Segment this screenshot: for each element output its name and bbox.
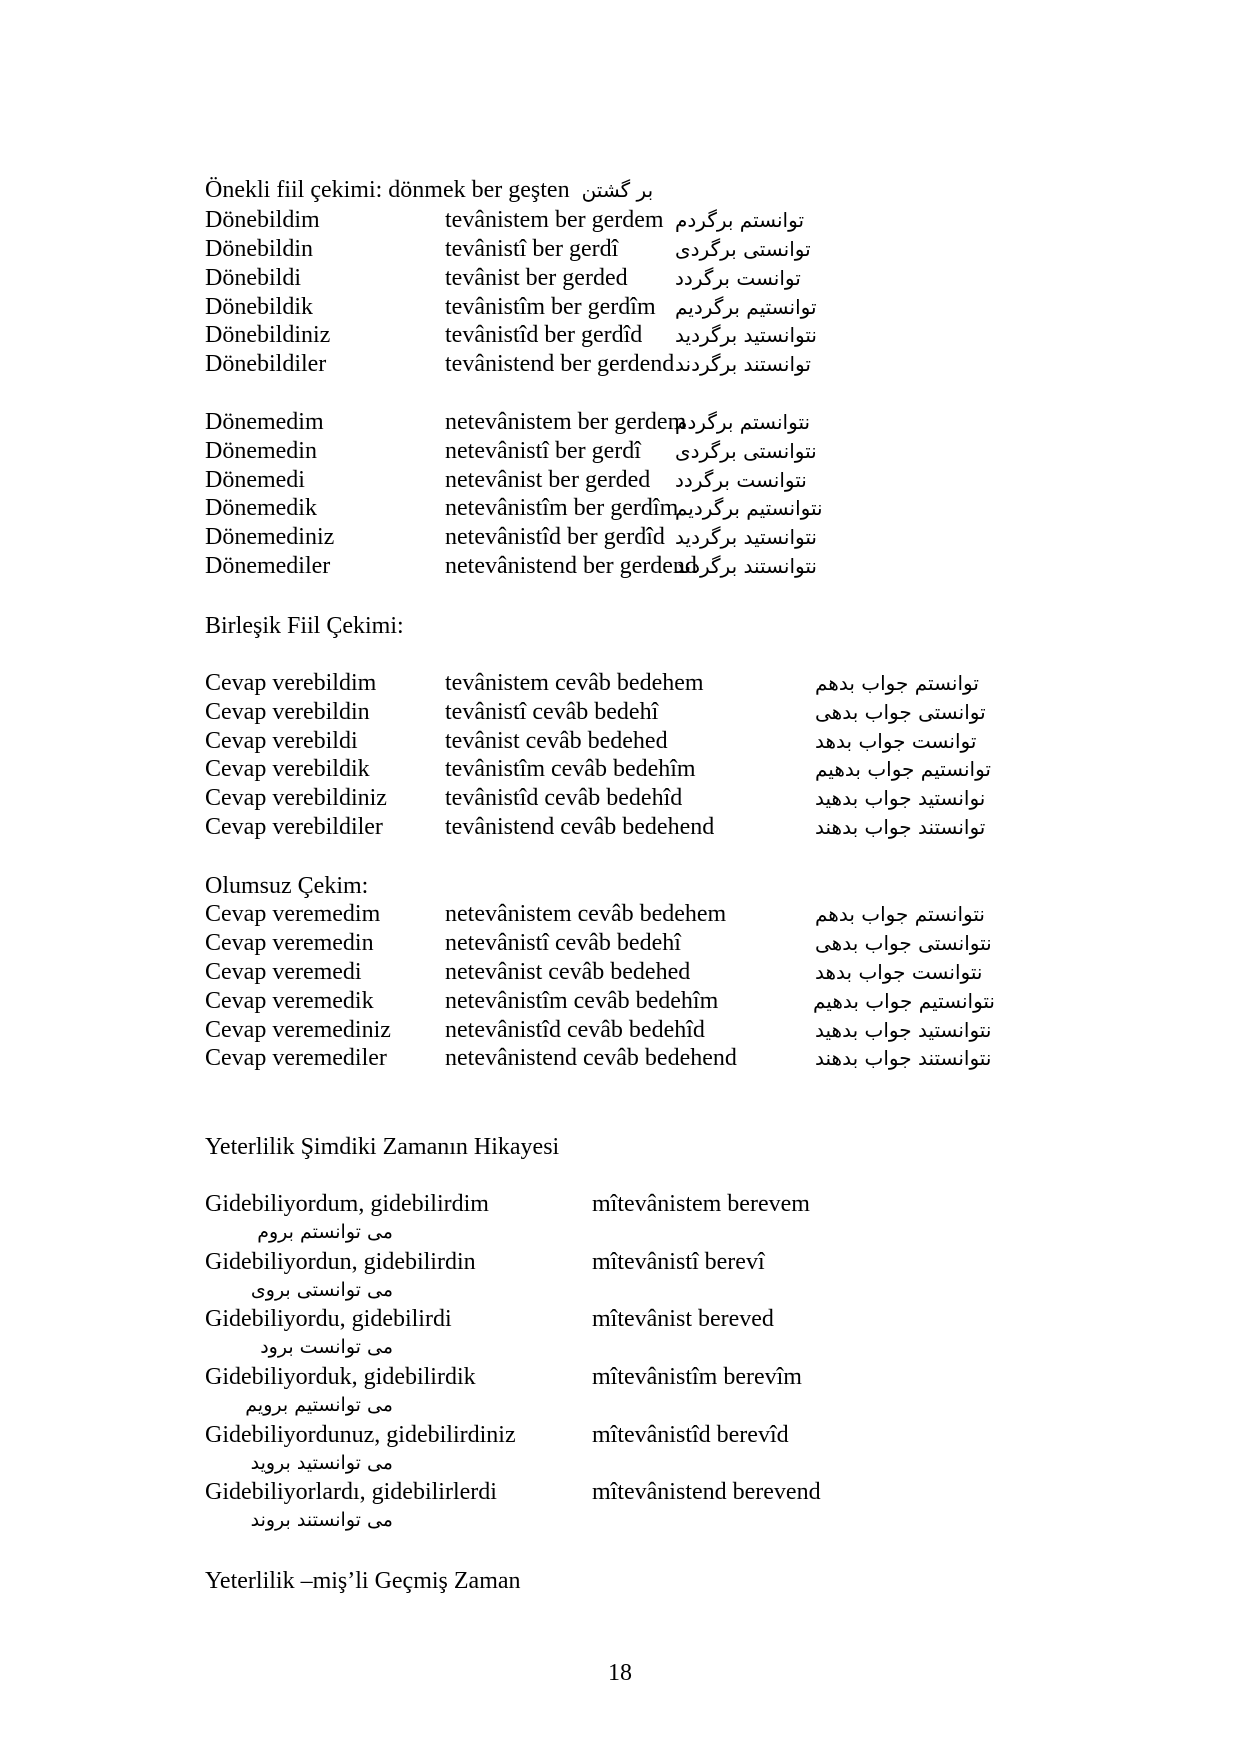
transliteration: netevânistem cevâb bedehem: [445, 901, 727, 927]
persian-form: توانست برگردد: [675, 266, 801, 290]
turkish-form: Cevap verebildiler: [205, 814, 383, 840]
transliteration: mîtevânist bereved: [592, 1306, 774, 1332]
persian-form: توانستیم جواب بدهیم: [815, 757, 991, 781]
transliteration: netevânistîd cevâb bedehîd: [445, 1017, 705, 1043]
persian-form: نتوانستیم جواب بدهیم: [812, 989, 995, 1013]
turkish-form: Dönemedim: [205, 409, 324, 435]
turkish-form: Gidebiliyordum, gidebilirdim: [205, 1191, 489, 1217]
transliteration: mîtevânistend berevend: [592, 1479, 821, 1505]
persian-form: نتوانست جواب بدهد: [815, 960, 983, 984]
persian-form: نتوانستند برگردند: [675, 554, 817, 578]
transliteration: tevânist cevâb bedehed: [445, 728, 668, 754]
transliteration: mîtevânistem berevem: [592, 1191, 810, 1217]
turkish-form: Cevap veremedik: [205, 988, 374, 1014]
persian-form: توانستند جواب بدهند: [815, 815, 986, 839]
turkish-form: Gidebiliyordunuz, gidebilirdiniz: [205, 1422, 516, 1448]
turkish-form: Dönebildiniz: [205, 322, 331, 348]
transliteration: tevânistend ber gerdend: [445, 351, 675, 377]
persian-form: نوانستید جواب بدهید: [815, 786, 986, 810]
transliteration: tevânistem cevâb bedehem: [445, 670, 704, 696]
persian-form: توانست جواب بدهد: [815, 729, 977, 753]
transliteration: netevânistend cevâb bedehend: [445, 1045, 737, 1071]
persian-form: نتوانستید برگردید: [675, 323, 817, 347]
transliteration: tevânistîm cevâb bedehîm: [445, 756, 696, 782]
turkish-form: Dönemedik: [205, 495, 317, 521]
transliteration: mîtevânistîm berevîm: [592, 1364, 802, 1390]
transliteration: mîtevânistîd berevîd: [592, 1422, 789, 1448]
transliteration: netevânist cevâb bedehed: [445, 959, 691, 985]
turkish-form: Cevap verebildim: [205, 670, 377, 696]
transliteration: tevânistîd ber gerdîd: [445, 322, 643, 348]
section-subtitle-negative: Olumsuz Çekim:: [205, 873, 369, 899]
turkish-form: Cevap verebildiniz: [205, 785, 387, 811]
persian-form: توانستم برگردم: [675, 208, 805, 232]
turkish-form: Cevap veremedim: [205, 901, 381, 927]
persian-form: نتوانستید برگردید: [675, 525, 817, 549]
turkish-form: Dönemediniz: [205, 524, 335, 550]
turkish-form: Cevap verebildik: [205, 756, 370, 782]
persian-form: می توانستید بروید: [250, 1452, 393, 1474]
section-title-persian: بر گشتن: [581, 178, 654, 202]
persian-form: می توانستیم برویم: [245, 1394, 393, 1416]
turkish-form: Dönebildi: [205, 265, 301, 291]
turkish-form: Dönebildin: [205, 236, 313, 262]
turkish-form: Cevap veremedi: [205, 959, 362, 985]
persian-form: توانستیم برگردیم: [675, 295, 817, 319]
turkish-form: Dönebildiler: [205, 351, 327, 377]
persian-form: توانستی جواب بدهی: [815, 700, 986, 724]
transliteration: tevânistem ber gerdem: [445, 207, 664, 233]
transliteration: netevânistîd ber gerdîd: [445, 524, 665, 550]
turkish-form: Cevap veremedin: [205, 930, 374, 956]
persian-form: توانستم جواب بدهم: [815, 671, 979, 695]
transliteration: tevânistîd cevâb bedehîd: [445, 785, 683, 811]
transliteration: netevânist ber gerded: [445, 467, 651, 493]
turkish-form: Gidebiliyorduk, gidebilirdik: [205, 1364, 476, 1390]
persian-form: می توانستم بروم: [257, 1221, 393, 1243]
section-title-past-ability: Yeterlilik –miş’li Geçmiş Zaman: [205, 1568, 521, 1594]
persian-form: نتوانستم برگردم: [675, 410, 811, 434]
persian-form: نتوانستیم برگردیم: [675, 496, 823, 520]
turkish-form: Cevap verebildi: [205, 728, 358, 754]
persian-form: می توانست برود: [260, 1336, 393, 1358]
transliteration: netevânistî cevâb bedehî: [445, 930, 681, 956]
transliteration: netevânistîm ber gerdîm: [445, 495, 679, 521]
transliteration: tevânist ber gerded: [445, 265, 628, 291]
transliteration: netevânistend ber gerdend: [445, 553, 697, 579]
persian-form: می توانستند بروند: [250, 1509, 393, 1531]
transliteration: netevânistîm cevâb bedehîm: [445, 988, 719, 1014]
turkish-form: Dönemedi: [205, 467, 305, 493]
persian-form: توانستند برگردند: [675, 352, 811, 376]
transliteration: tevânistîm ber gerdîm: [445, 294, 656, 320]
section-title-compound-verb: Birleşik Fiil Çekimi:: [205, 613, 404, 639]
turkish-form: Gidebiliyorlardı, gidebilirlerdi: [205, 1479, 497, 1505]
transliteration: tevânistî cevâb bedehî: [445, 699, 659, 725]
transliteration: netevânistî ber gerdî: [445, 438, 641, 464]
section-title-prefixed-verb: [205, 176, 653, 204]
persian-form: نتوانستید جواب بدهید: [815, 1018, 992, 1042]
persian-form: نتوانستی جواب بدهی: [815, 931, 992, 955]
turkish-form: Dönemediler: [205, 553, 331, 579]
turkish-form: Gidebiliyordun, gidebilirdin: [205, 1249, 476, 1275]
turkish-form: Dönebildim: [205, 207, 320, 233]
turkish-form: Dönebildik: [205, 294, 313, 320]
transliteration: mîtevânistî berevî: [592, 1249, 765, 1275]
section-title-text: Önekli fiil çekimi: dönmek ber geşten: [205, 177, 570, 203]
turkish-form: Cevap verebildin: [205, 699, 370, 725]
persian-form: نتوانستند جواب بدهند: [815, 1046, 992, 1070]
persian-form: می توانستی بروی: [250, 1279, 393, 1301]
transliteration: tevânistî ber gerdî: [445, 236, 619, 262]
turkish-form: Cevap veremediler: [205, 1045, 387, 1071]
transliteration: tevânistend cevâb bedehend: [445, 814, 715, 840]
page-number: 18: [608, 1660, 632, 1686]
persian-form: توانستی برگردی: [675, 237, 811, 261]
turkish-form: Cevap veremediniz: [205, 1017, 391, 1043]
persian-form: نتوانست برگردد: [675, 468, 807, 492]
transliteration: netevânistem ber gerdem: [445, 409, 687, 435]
persian-form: نتوانستی برگردی: [675, 439, 817, 463]
turkish-form: Dönemedin: [205, 438, 317, 464]
persian-form: نتوانستم جواب بدهم: [815, 902, 985, 926]
turkish-form: Gidebiliyordu, gidebilirdi: [205, 1306, 452, 1332]
section-title-past-continuous-ability: Yeterlilik Şimdiki Zamanın Hikayesi: [205, 1134, 560, 1160]
